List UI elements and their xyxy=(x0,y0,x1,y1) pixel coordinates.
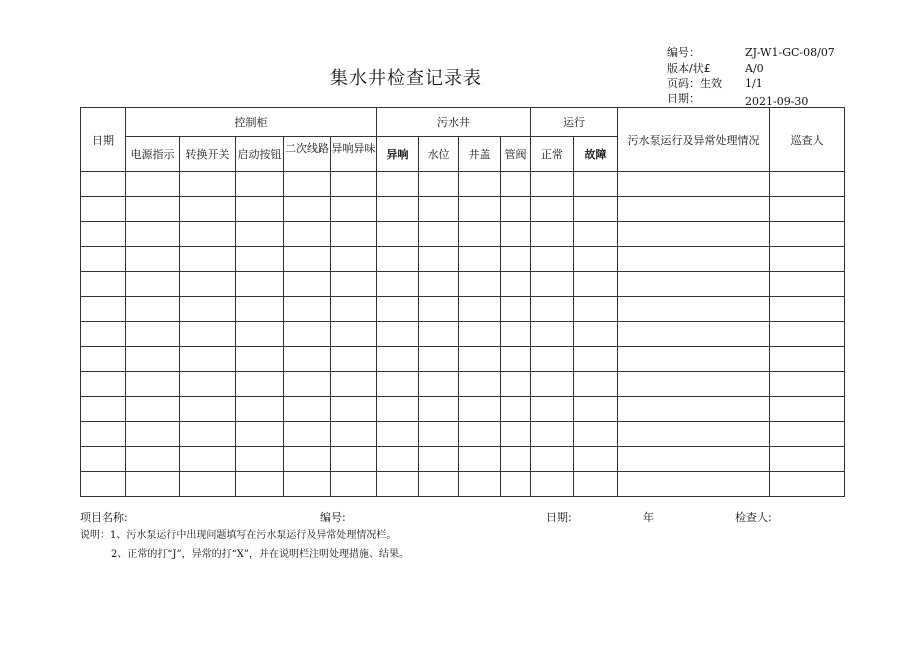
table-cell xyxy=(419,372,459,397)
table-cell xyxy=(331,322,377,347)
table-cell xyxy=(284,272,331,297)
table-cell xyxy=(770,172,845,197)
table-cell xyxy=(419,447,459,472)
table-cell xyxy=(284,197,331,222)
table-cell xyxy=(459,297,501,322)
meta-version-value: A/0 xyxy=(745,62,764,75)
footer-inspector-label: 检查人: xyxy=(735,511,772,524)
table-cell xyxy=(618,247,770,272)
meta-page-label: 页码：生效 xyxy=(667,77,722,90)
table-cell xyxy=(81,272,126,297)
table-cell xyxy=(618,197,770,222)
table-cell xyxy=(419,397,459,422)
table-cell xyxy=(377,322,419,347)
operation-header: 运行 xyxy=(531,108,618,137)
pump-status-header: 污水泵运行及异常处理情况 xyxy=(618,108,770,172)
table-cell xyxy=(377,172,419,197)
pipe-valve-header: 管阀 xyxy=(501,137,531,172)
document-title: 集水井检查记录表 xyxy=(330,68,482,89)
table-cell xyxy=(180,397,236,422)
meta-page-value: 1/1 xyxy=(745,77,763,90)
table-cell xyxy=(501,272,531,297)
table-row xyxy=(81,172,845,197)
table-cell xyxy=(574,447,618,472)
table-cell xyxy=(501,322,531,347)
table-cell xyxy=(81,372,126,397)
table-cell xyxy=(331,347,377,372)
table-cell xyxy=(531,472,574,497)
table-cell xyxy=(770,397,845,422)
table-cell xyxy=(419,197,459,222)
table-cell xyxy=(284,297,331,322)
record-rows xyxy=(81,172,845,497)
table-cell xyxy=(618,297,770,322)
table-cell xyxy=(770,447,845,472)
table-cell xyxy=(531,322,574,347)
document-meta xyxy=(667,46,867,106)
table-cell xyxy=(419,272,459,297)
table-cell xyxy=(770,197,845,222)
table-cell xyxy=(574,422,618,447)
note-line-2: 2、正常的打“J”，异常的打“X”，并在说明栏注明处理措施、结果。 xyxy=(111,549,409,560)
table-cell xyxy=(459,372,501,397)
table-cell xyxy=(284,247,331,272)
control-cabinet-header: 控制柜 xyxy=(126,108,377,137)
table-cell xyxy=(574,247,618,272)
table-cell xyxy=(531,397,574,422)
table-cell xyxy=(81,247,126,272)
table-cell xyxy=(377,297,419,322)
table-cell xyxy=(126,472,180,497)
table-cell xyxy=(331,422,377,447)
table-row xyxy=(81,322,845,347)
table-cell xyxy=(770,322,845,347)
table-cell xyxy=(618,272,770,297)
table-cell xyxy=(180,297,236,322)
table-cell xyxy=(377,247,419,272)
table-cell xyxy=(126,422,180,447)
well-noise-header: 异响 xyxy=(377,137,419,172)
table-cell xyxy=(81,447,126,472)
table-row xyxy=(81,247,845,272)
table-cell xyxy=(377,422,419,447)
table-cell xyxy=(419,322,459,347)
table-cell xyxy=(236,322,284,347)
table-cell xyxy=(377,447,419,472)
table-cell xyxy=(531,422,574,447)
table-cell xyxy=(284,472,331,497)
meta-number-value: ZJ-W1-GC-08/07 xyxy=(745,46,835,59)
table-cell xyxy=(531,297,574,322)
secondary-circuit-header: 二次线路 xyxy=(284,137,331,172)
table-cell xyxy=(236,472,284,497)
table-cell xyxy=(770,222,845,247)
table-row xyxy=(81,347,845,372)
table-cell xyxy=(236,447,284,472)
table-cell xyxy=(180,372,236,397)
table-cell xyxy=(531,222,574,247)
table-cell xyxy=(770,297,845,322)
table-cell xyxy=(618,347,770,372)
table-cell xyxy=(126,397,180,422)
table-cell xyxy=(618,372,770,397)
table-cell xyxy=(126,347,180,372)
table-cell xyxy=(81,297,126,322)
table-cell xyxy=(180,172,236,197)
table-cell xyxy=(501,397,531,422)
table-cell xyxy=(126,197,180,222)
start-button-header: 启动按钮 xyxy=(236,137,284,172)
inspector-column-header: 巡查人 xyxy=(770,108,845,172)
table-cell xyxy=(81,472,126,497)
table-cell xyxy=(180,422,236,447)
table-cell xyxy=(770,372,845,397)
table-cell xyxy=(81,222,126,247)
table-cell xyxy=(531,372,574,397)
table-cell xyxy=(331,172,377,197)
fault-header: 故障 xyxy=(574,137,618,172)
table-cell xyxy=(419,347,459,372)
table-cell xyxy=(459,422,501,447)
table-cell xyxy=(501,347,531,372)
table-cell xyxy=(419,247,459,272)
table-cell xyxy=(419,472,459,497)
meta-date-label: 日期： xyxy=(667,92,700,105)
table-cell xyxy=(180,247,236,272)
well-cover-header: 井盖 xyxy=(459,137,501,172)
table-cell xyxy=(331,297,377,322)
water-level-header: 水位 xyxy=(419,137,459,172)
table-cell xyxy=(459,247,501,272)
table-cell xyxy=(574,397,618,422)
noise-odor-header: 异响异味 xyxy=(331,137,377,172)
table-cell xyxy=(126,372,180,397)
table-cell xyxy=(531,172,574,197)
inspection-table xyxy=(80,107,845,497)
table-cell xyxy=(574,272,618,297)
table-cell xyxy=(574,197,618,222)
table-cell xyxy=(574,372,618,397)
table-cell xyxy=(501,422,531,447)
table-cell xyxy=(236,347,284,372)
meta-number-label: 编号： xyxy=(667,46,700,59)
table-cell xyxy=(81,397,126,422)
table-cell xyxy=(770,347,845,372)
table-cell xyxy=(331,472,377,497)
table-cell xyxy=(770,272,845,297)
table-cell xyxy=(236,297,284,322)
table-row xyxy=(81,472,845,497)
table-cell xyxy=(284,372,331,397)
table-cell xyxy=(126,297,180,322)
table-cell xyxy=(81,422,126,447)
table-cell xyxy=(501,197,531,222)
note-line-1: 说明：1、污水泵运行中出现问题填写在污水泵运行及异常处理情况栏。 xyxy=(80,530,397,541)
table-cell xyxy=(531,272,574,297)
table-cell xyxy=(459,447,501,472)
table-cell xyxy=(236,197,284,222)
table-row xyxy=(81,372,845,397)
table-cell xyxy=(126,447,180,472)
table-cell xyxy=(501,222,531,247)
table-cell xyxy=(284,447,331,472)
table-cell xyxy=(574,472,618,497)
table-cell xyxy=(331,222,377,247)
table-cell xyxy=(501,472,531,497)
table-cell xyxy=(81,347,126,372)
table-cell xyxy=(331,272,377,297)
footer-year-label: 年 xyxy=(643,511,654,524)
table-cell xyxy=(331,397,377,422)
table-cell xyxy=(531,197,574,222)
table-cell xyxy=(377,197,419,222)
table-cell xyxy=(180,272,236,297)
table-cell xyxy=(377,372,419,397)
footer-number-label: 编号: xyxy=(320,511,346,524)
table-cell xyxy=(180,197,236,222)
table-cell xyxy=(618,222,770,247)
table-cell xyxy=(459,222,501,247)
table-cell xyxy=(284,322,331,347)
table-cell xyxy=(459,347,501,372)
table-cell xyxy=(377,397,419,422)
table-cell xyxy=(531,347,574,372)
table-cell xyxy=(331,197,377,222)
table-cell xyxy=(126,222,180,247)
table-cell xyxy=(236,372,284,397)
meta-version-label: 版本/状£ xyxy=(667,62,711,75)
table-cell xyxy=(574,222,618,247)
table-cell xyxy=(419,222,459,247)
date-column-header: 日期 xyxy=(81,108,126,172)
table-cell xyxy=(501,297,531,322)
table-row xyxy=(81,197,845,222)
table-cell xyxy=(284,422,331,447)
table-cell xyxy=(618,322,770,347)
table-cell xyxy=(81,197,126,222)
table-cell xyxy=(419,172,459,197)
table-cell xyxy=(180,347,236,372)
table-cell xyxy=(236,422,284,447)
table-cell xyxy=(284,347,331,372)
table-row xyxy=(81,272,845,297)
table-cell xyxy=(284,222,331,247)
table-cell xyxy=(236,222,284,247)
table-cell xyxy=(419,422,459,447)
table-cell xyxy=(770,422,845,447)
table-cell xyxy=(236,397,284,422)
table-cell xyxy=(126,172,180,197)
table-cell xyxy=(459,172,501,197)
table-cell xyxy=(459,322,501,347)
table-cell xyxy=(531,247,574,272)
normal-header: 正常 xyxy=(531,137,574,172)
table-cell xyxy=(180,222,236,247)
table-cell xyxy=(501,172,531,197)
meta-date-value: 2021-09-30 xyxy=(745,95,809,108)
table-cell xyxy=(331,247,377,272)
table-cell xyxy=(459,472,501,497)
table-cell xyxy=(377,347,419,372)
table-cell xyxy=(574,172,618,197)
table-cell xyxy=(331,372,377,397)
table-cell xyxy=(459,397,501,422)
table-row xyxy=(81,422,845,447)
table-cell xyxy=(377,472,419,497)
table-cell xyxy=(459,197,501,222)
project-name-label: 项目名称: xyxy=(80,511,128,524)
table-cell xyxy=(126,322,180,347)
table-cell xyxy=(126,272,180,297)
table-row xyxy=(81,397,845,422)
table-cell xyxy=(81,172,126,197)
table-cell xyxy=(618,472,770,497)
table-cell xyxy=(236,272,284,297)
sewage-well-header: 污水井 xyxy=(377,108,531,137)
table-cell xyxy=(459,272,501,297)
table-cell xyxy=(501,372,531,397)
table-cell xyxy=(236,247,284,272)
table-cell xyxy=(284,397,331,422)
table-cell xyxy=(770,472,845,497)
table-cell xyxy=(618,422,770,447)
table-cell xyxy=(419,297,459,322)
table-cell xyxy=(180,472,236,497)
table-cell xyxy=(531,447,574,472)
table-cell xyxy=(377,272,419,297)
table-row xyxy=(81,297,845,322)
table-cell xyxy=(501,247,531,272)
table-cell xyxy=(126,247,180,272)
footer-date-label: 日期: xyxy=(546,511,572,524)
table-cell xyxy=(180,322,236,347)
table-cell xyxy=(377,222,419,247)
table-cell xyxy=(618,447,770,472)
table-cell xyxy=(574,297,618,322)
table-cell xyxy=(331,447,377,472)
table-cell xyxy=(574,347,618,372)
table-cell xyxy=(236,172,284,197)
table-cell xyxy=(180,447,236,472)
table-row xyxy=(81,447,845,472)
table-cell xyxy=(574,322,618,347)
table-cell xyxy=(284,172,331,197)
transfer-switch-header: 转换开关 xyxy=(180,137,236,172)
table-cell xyxy=(501,447,531,472)
table-cell xyxy=(618,172,770,197)
table-cell xyxy=(81,322,126,347)
power-indicator-header: 电源指示 xyxy=(126,137,180,172)
table-cell xyxy=(770,247,845,272)
table-cell xyxy=(618,397,770,422)
table-row xyxy=(81,222,845,247)
